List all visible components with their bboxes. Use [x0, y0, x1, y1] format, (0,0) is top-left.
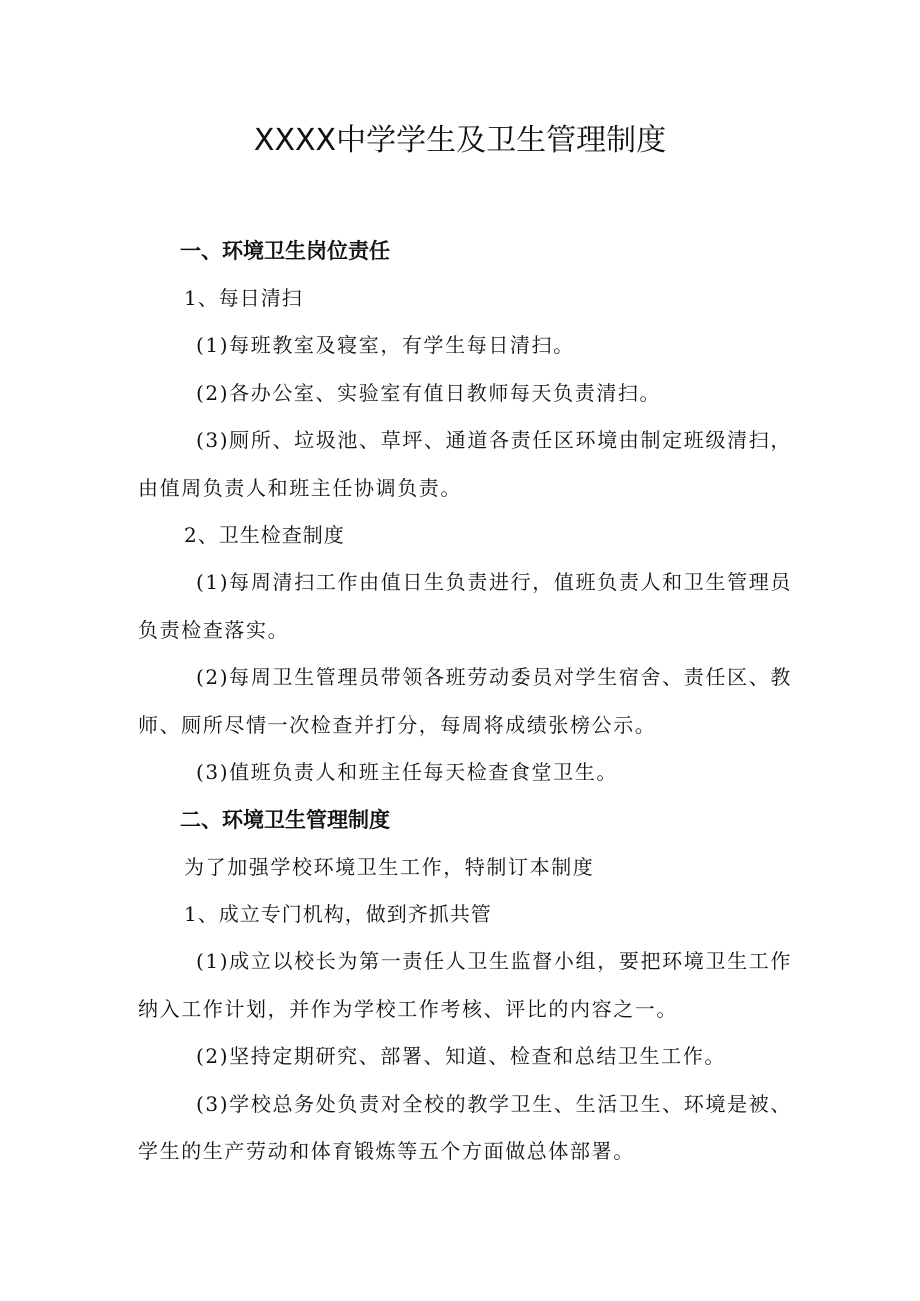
- document-body: [138, 228, 792, 1176]
- subsection-heading: 2、卫生检查制度: [184, 523, 345, 547]
- list-item: (2)坚持定期研究、部署、知道、检查和总结卫生工作。: [196, 1044, 726, 1068]
- list-item: (2)各办公室、实验室有值日教师每天负责清扫。: [196, 380, 662, 405]
- list-item: (1)每周清扫工作由值日生负责进行，值班负责人和卫生管理员负责检查落实。: [138, 570, 792, 642]
- subsection-heading: 1、成立专门机构，做到齐抓共管: [184, 902, 492, 926]
- section-heading: 一、环境卫生岗位责任: [180, 239, 390, 263]
- list-item: (3)学校总务处负责对全校的教学卫生、生活卫生、环境是被、学生的生产劳动和体育锻炼等五个方面做总体部署。: [138, 1091, 792, 1163]
- list-item: (1)每班教室及寝室，有学生每日清扫。: [196, 333, 575, 357]
- list-item: (1)成立以校长为第一责任人卫生监督小组，要把环境卫生工作纳入工作计划，并作为学校工作考核、评比的内容之一。: [138, 949, 792, 1021]
- list-item: (2)每周卫生管理员带领各班劳动委员对学生宿舍、责任区、教师、厕所尽情一次检查并打分，每周将成绩张榜公示。: [138, 665, 792, 737]
- section-intro: 为了加强学校环境卫生工作，特制订本制度: [184, 854, 595, 879]
- list-item: (3)厕所、垃圾池、草坪、通道各责任区环境由制定班级清扫，由值周负责人和班主任协调负责。: [138, 428, 792, 500]
- section-heading: 二、环境卫生管理制度: [180, 807, 390, 832]
- subsection-heading: 1、每日清扫: [184, 286, 303, 310]
- document-title: XXXX中学学生及卫生管理制度: [253, 123, 667, 158]
- list-item: (3)值班负责人和班主任每天检查食堂卫生。: [196, 760, 618, 784]
